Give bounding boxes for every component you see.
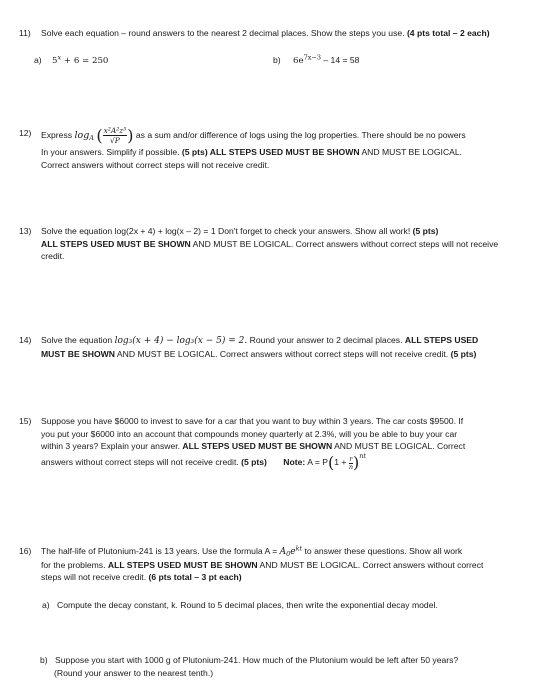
part-label: a) xyxy=(42,600,50,610)
question-text: within 3 years? Explain your answer. xyxy=(41,441,183,452)
part-text: Suppose you start with 1000 g of Plutonium-241. How much of the Plutonium would be left after 50 years? xyxy=(55,655,459,665)
question-11a xyxy=(34,54,108,68)
question-text: Solve the equation log(2x + 4) + log(x – 2) = 1 Don't forget to check your answers. Show all work! xyxy=(41,226,413,236)
question-text: credit. xyxy=(41,251,65,262)
points-label: (5 pts) xyxy=(241,456,267,467)
question-12: 12) Express $\log_A$ ( $\frac{\text{x²A²z⁵}}{√P}$ ) as a sum and/or difference of logs using the log properties. There should be no powers In your answers. Simplify if possible. (5 pts) ALL STEPS USED MUST BE SHOWN AND MUST BE LOGICAL. Correct answers without correct steps will not receive credit. xyxy=(19,126,466,170)
points-label: (4 pts total – 2 each) xyxy=(406,28,490,38)
points-label: (5 pts) xyxy=(412,226,439,236)
equation: log₃(x + 4) − log₃(x − 5) = 2. xyxy=(114,336,248,346)
question-15 xyxy=(19,415,519,471)
decay-formula: $A_0e^{kt}$ xyxy=(279,544,303,558)
question-11b xyxy=(273,54,359,68)
question-number: 14) xyxy=(19,335,32,345)
steps-requirement: ALL STEPS USED MUST BE SHOWN xyxy=(182,441,333,452)
part-label: a) xyxy=(34,55,42,65)
question-number: 12) xyxy=(19,128,32,138)
question-text: you put your $6000 into an account that compounds money quarterly at 2.3%, will you be able to buy your car xyxy=(41,428,458,439)
question-text: for the problems. xyxy=(41,559,108,570)
question-text: AND MUST BE LOGICAL. Correct answers without correct xyxy=(257,559,484,570)
question-text: as a sum and/or difference of logs using the log properties. There should be no powers xyxy=(135,130,466,140)
question-text: steps will not receive credit. xyxy=(41,572,149,583)
log-fraction: $\frac{\text{x²A²z⁵}}{√P}$ xyxy=(103,126,127,145)
question-text: Solve each equation – round answers to the nearest 2 decimal places. Show the steps you use. xyxy=(41,28,407,38)
question-number: 11) xyxy=(19,28,31,38)
question-11 xyxy=(19,27,519,40)
steps-requirement: ALL STEPS USED xyxy=(404,335,479,345)
equation: $5^x + 6 = 250$ xyxy=(52,53,109,66)
steps-requirement: MUST BE SHOWN xyxy=(41,348,115,359)
question-number: 15) xyxy=(19,416,32,426)
question-16 xyxy=(19,545,519,584)
part-text: Compute the decay constant, k. Round to 5 decimal places, then write the exponential decay model. xyxy=(57,600,438,610)
question-text: AND MUST BE LOGICAL. xyxy=(359,147,463,157)
note-label: Note: xyxy=(283,456,306,467)
steps-requirement: ALL STEPS USED MUST BE SHOWN xyxy=(107,559,258,570)
question-text: AND MUST BE LOGICAL. Correct xyxy=(332,441,466,452)
question-text: Express xyxy=(41,130,75,140)
compound-formula: A = P(1 + $\frac{r}{n}$ )$^{nt}$ xyxy=(307,451,367,472)
question-text: AND MUST BE LOGICAL. Correct answers without correct steps will not receive xyxy=(190,238,499,249)
steps-requirement: ALL STEPS USED MUST BE SHOWN xyxy=(41,238,191,249)
question-14 xyxy=(19,334,519,360)
log-expression: $\log_A$ xyxy=(74,130,94,142)
question-text: to answer these questions. Show all work xyxy=(302,546,463,556)
question-text: Correct answers without correct steps will not receive credit. xyxy=(41,159,270,170)
part-label: b) xyxy=(40,655,48,665)
equation: $6e^{7x-3} - 14 = 58$ xyxy=(293,53,360,66)
question-text: AND MUST BE LOGICAL. Correct answers without correct steps will not receive credit. xyxy=(115,348,451,359)
question-text: Suppose you have $6000 to invest to save for a car that you want to buy within 3 years. The car costs $9500. If xyxy=(41,416,464,426)
points-label: (6 pts total – 3 pt each) xyxy=(148,572,242,583)
question-text: In your answers. Simplify if possible. xyxy=(41,147,182,157)
question-text: Round your answer to 2 decimal places. xyxy=(247,335,405,345)
question-16b xyxy=(40,654,520,679)
part-label: b) xyxy=(273,55,281,65)
question-text: answers without correct steps will not receive credit. xyxy=(41,456,242,467)
question-number: 13) xyxy=(19,226,32,236)
question-16a xyxy=(42,599,438,612)
question-text: The half-life of Plutonium-241 is 13 years. Use the formula A = xyxy=(41,546,280,556)
points-label: (5 pts) xyxy=(450,348,477,359)
question-13 xyxy=(19,225,519,263)
steps-requirement: (5 pts) ALL STEPS USED MUST BE SHOWN xyxy=(181,147,360,157)
part-text: (Round your answer to the nearest tenth.) xyxy=(54,667,214,678)
question-number: 16) xyxy=(19,546,32,556)
question-text: Solve the equation xyxy=(41,335,115,345)
